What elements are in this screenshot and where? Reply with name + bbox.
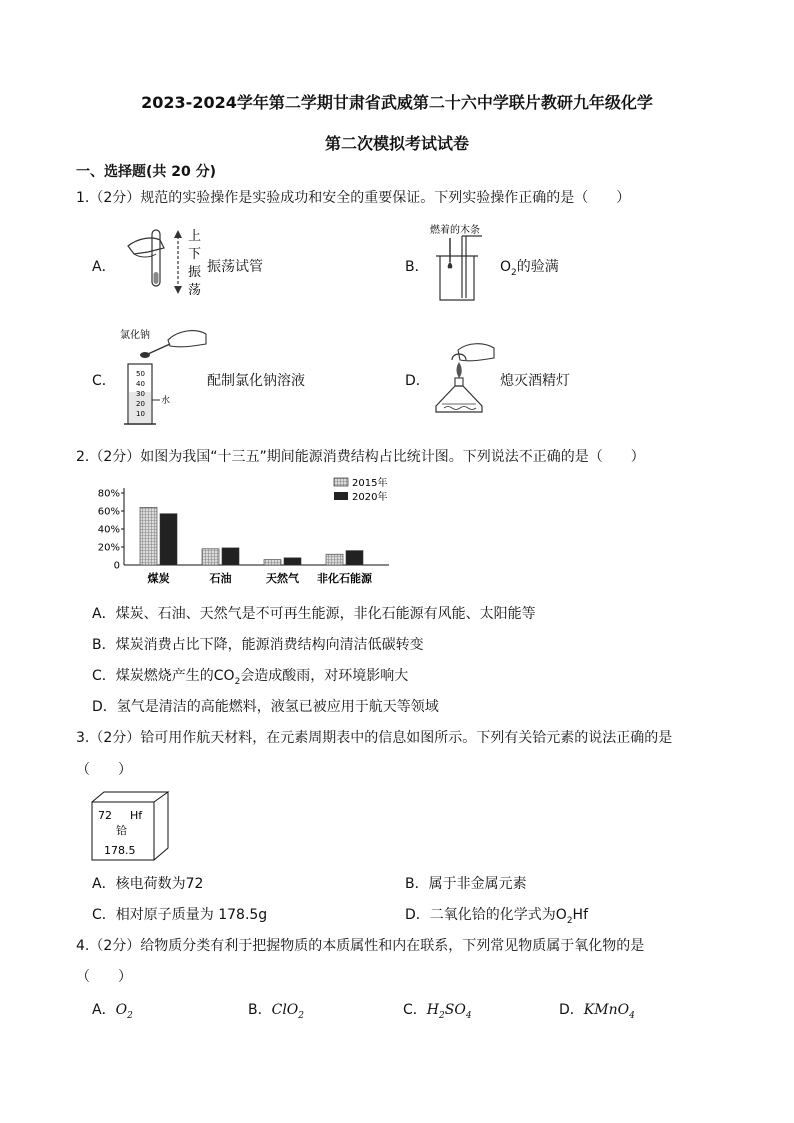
bar-2015-0 [140, 507, 157, 565]
element-card-hafnium [90, 790, 172, 862]
element-symbol: Hf [130, 809, 143, 822]
q3-option-d: D．二氧化铪的化学式为$O_2Hf$ [405, 907, 589, 926]
q1-option-a-letter: A． [92, 259, 116, 275]
q1-option-a-text: 振荡试管 [207, 259, 263, 275]
burning-stick-icon [448, 238, 453, 269]
y-tick-label: 80% [97, 488, 120, 500]
flame-icon [457, 362, 462, 378]
test-tube-shaking-diagram [120, 224, 210, 299]
alcohol-lamp-diagram [428, 338, 498, 416]
category-label: 煤炭 [147, 572, 170, 585]
exam-title-line2: 第二次模拟考试试卷 [324, 134, 469, 153]
alcohol-lamp-icon [436, 378, 482, 412]
q1-option-d-letter: D． [405, 373, 430, 389]
energy-consumption-chart [84, 474, 394, 592]
q2-option-a: A．煤炭、石油、天然气是不可再生能源，非化石能源有风能、太阳能等 [92, 606, 536, 622]
hand-icon [128, 238, 164, 257]
q4-option-a: A．$O_2$ [92, 1002, 133, 1021]
question-4-stem-tail: （ ） [76, 969, 132, 985]
atomic-mass: 178.5 [104, 844, 136, 857]
svg-text:10: 10 [136, 410, 145, 418]
q1-option-d-text: 熄灭酒精灯 [500, 373, 570, 389]
chart-legend [334, 476, 387, 503]
label-dang: 荡 [188, 283, 202, 298]
label-xia: 下 [188, 247, 202, 262]
oxygen-test-diagram [428, 222, 500, 304]
q3-option-b: B．属于非金属元素 [405, 876, 527, 892]
q2-option-d: D．氢气是清洁的高能燃料，液氢已被应用于航天等领域 [92, 699, 439, 715]
q3-option-a: A．核电荷数为72 [92, 876, 204, 892]
svg-text:30: 30 [136, 390, 145, 398]
label-zhen: 振 [188, 265, 202, 280]
bar-2020-2 [284, 558, 301, 565]
question-4-stem: 4.（2分）给物质分类有利于把握物质的本质属性和内在联系，下列常见物质属于氧化物的是 [76, 938, 645, 954]
water-label: 水 [161, 396, 171, 406]
q4-option-c: C．$H_2SO_4$ [403, 1002, 472, 1021]
legend-swatch-2020 [334, 492, 348, 500]
y-tick-label: 20% [97, 542, 120, 554]
legend-swatch-2015 [334, 478, 348, 486]
element-name: 铪 [116, 824, 127, 837]
q4-option-d: D．KMnO$_4$ [559, 1002, 635, 1021]
y-tick-label: 60% [97, 506, 120, 518]
question-3-stem-tail: （ ） [76, 762, 132, 778]
nacl-label: 氯化钠 [120, 330, 150, 341]
q2-option-b: B．煤炭消费占比下降，能源消费结构向清洁低碳转变 [92, 637, 424, 653]
q1-option-c-text: 配制氯化钠溶液 [207, 373, 305, 389]
bar-2015-2 [264, 560, 281, 565]
legend-label-2020: 2020年 [352, 492, 388, 503]
question-2-stem: 2.（2分）如图为我国“十三五”期间能源消费结构占比统计图。下列说法不正确的是（ ） [76, 449, 645, 465]
section-heading: 一、选择题(共 20 分) [76, 164, 217, 180]
y-tick-label: 40% [97, 524, 120, 536]
q3-option-c: C．相对原子质量为 178.5g [92, 907, 268, 923]
q4-option-b: B．ClO$_2$ [248, 1002, 305, 1021]
q1-option-c-letter: C． [92, 373, 116, 389]
bar-2020-3 [346, 551, 363, 565]
legend-label-2015: 2015年 [352, 478, 388, 489]
category-label: 天然气 [266, 572, 299, 585]
q2-option-c: C．煤炭燃烧产生的$CO_2$会造成酸雨，对环境影响大 [92, 668, 409, 687]
label-shang: 上 [188, 229, 202, 244]
category-label: 石油 [209, 572, 232, 585]
burning-stick-label: 燃着的木条 [430, 225, 480, 236]
bar-2015-1 [202, 549, 219, 565]
bar-2020-1 [222, 548, 239, 565]
exam-title-line1: 2023-2024学年第二学期甘肃省武威第二十六中学联片教研九年级化学 [141, 93, 653, 112]
question-3-stem: 3.（2分）铪可用作航天材料，在元素周期表中的信息如图所示。下列有关铪元素的说法正确的是 [76, 730, 673, 746]
svg-text:40: 40 [136, 380, 145, 388]
solution-preparation-diagram [118, 322, 210, 430]
atomic-number: 72 [98, 809, 112, 822]
question-1-stem: 1.（2分）规范的实验操作是实验成功和安全的重要保证。下列实验操作正确的是（ ） [76, 190, 631, 206]
gas-bottle-icon [436, 256, 478, 300]
bar-2015-3 [326, 554, 343, 565]
hand-icon [458, 344, 494, 361]
q1-option-b-letter: B． [405, 259, 429, 275]
bar-2020-0 [160, 514, 177, 565]
svg-text:50: 50 [136, 370, 145, 378]
svg-text:20: 20 [136, 400, 145, 408]
y-tick-label: 0 [113, 560, 120, 572]
category-label: 非化石能源 [317, 572, 372, 585]
q1-option-b-text: $O_2$的验满 [500, 259, 559, 278]
